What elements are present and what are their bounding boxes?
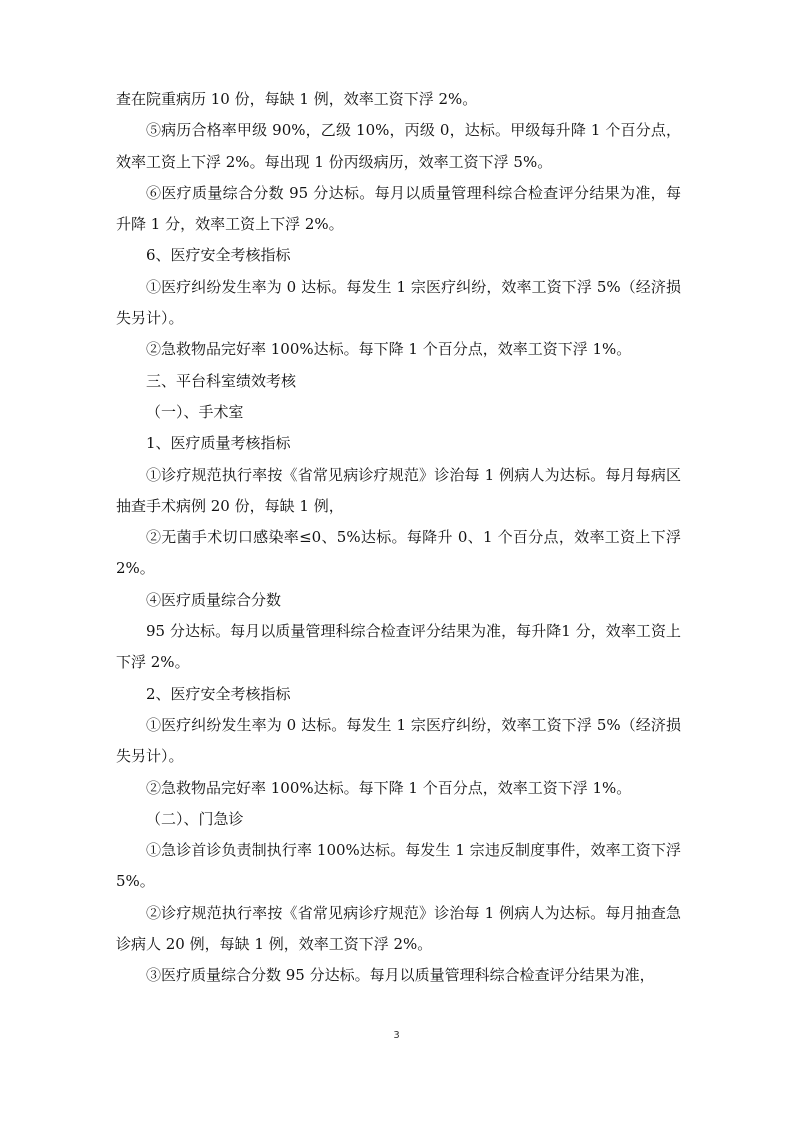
paragraph-first-responsibility: ①急诊首诊负责制执行率 100%达标。每发生 1 宗违反制度事件，效率工资下浮 5%。 [116,841,681,891]
paragraph-quality-score-detail: 95 分达标。每月以质量管理科综合检查评分结果为准，每升降1 分，效率工资上下浮 2%。 [116,622,681,672]
paragraph-infection-rate: ②无菌手术切口感染率≤0、5%达标。每降升 0、1 个百分点，效率工资上下浮 2%。 [116,528,681,578]
paragraph-emergency-supplies-2: ②急救物品完好率 100%达标。每下降 1 个百分点，效率工资下浮 1%。 [146,778,632,797]
section-heading-safety-2: 2、医疗安全考核指标 [146,684,291,703]
page-number: 3 [393,1030,400,1041]
paragraph-emergency-diagnosis-standard: ②诊疗规范执行率按《省常见病诊疗规范》诊治每 1 例病人为达标。每月抽查急诊病人 20 例，每缺 1 例，效率工资下浮 2%。 [116,903,681,954]
paragraph-continuation: 查在院重病历 10 份，每缺 1 例，效率工资下浮 2%。 [116,90,478,108]
paragraph-item-6-quality-score: ⑥医疗质量综合分数 95 分达标。每月以质量管理科综合检查评分结果为准，每升降 1 分，效率工资上下浮 2%。 [116,183,681,234]
document-body [116,84,681,992]
paragraph-dispute-rate: ①医疗纠纷发生率为 0 达标。每发生 1 宗医疗纠纷，效率工资下浮 5%（经济损失另计）。 [116,277,681,328]
section-heading-safety: 6、医疗安全考核指标 [146,246,291,265]
paragraph-diagnosis-standard: ①诊疗规范执行率按《省常见病诊疗规范》诊治每 1 例病人为达标。每月每病区抽查手术病例 20 份，每缺 1 例， [116,465,681,515]
section-heading-platform: 三、平台科室绩效考核 [146,371,297,390]
section-heading-quality: 1、医疗质量考核指标 [146,434,291,453]
paragraph-emergency-quality-score: ③医疗质量综合分数 95 分达标。每月以质量管理科综合检查评分结果为准， [146,966,655,985]
subsection-heading-operating-room: （一）、手术室 [146,402,244,421]
paragraph-dispute-rate-2: ①医疗纠纷发生率为 0 达标。每发生 1 宗医疗纠纷，效率工资下浮 5%（经济损失另计）。 [116,715,681,766]
paragraph-item-5-record-rate: ⑤病历合格率甲级 90%，乙级 10%，丙级 0，达标。甲级每升降 1 个百分点，效率工资上下浮 2%。每出现 1 份丙级病历，效率工资下浮 5%。 [116,121,681,171]
subsection-heading-emergency: （二）、门急诊 [146,809,244,828]
paragraph-emergency-supplies: ②急救物品完好率 100%达标。每下降 1 个百分点，效率工资下浮 1%。 [146,340,632,359]
paragraph-quality-score-heading: ④医疗质量综合分数 [146,590,282,609]
